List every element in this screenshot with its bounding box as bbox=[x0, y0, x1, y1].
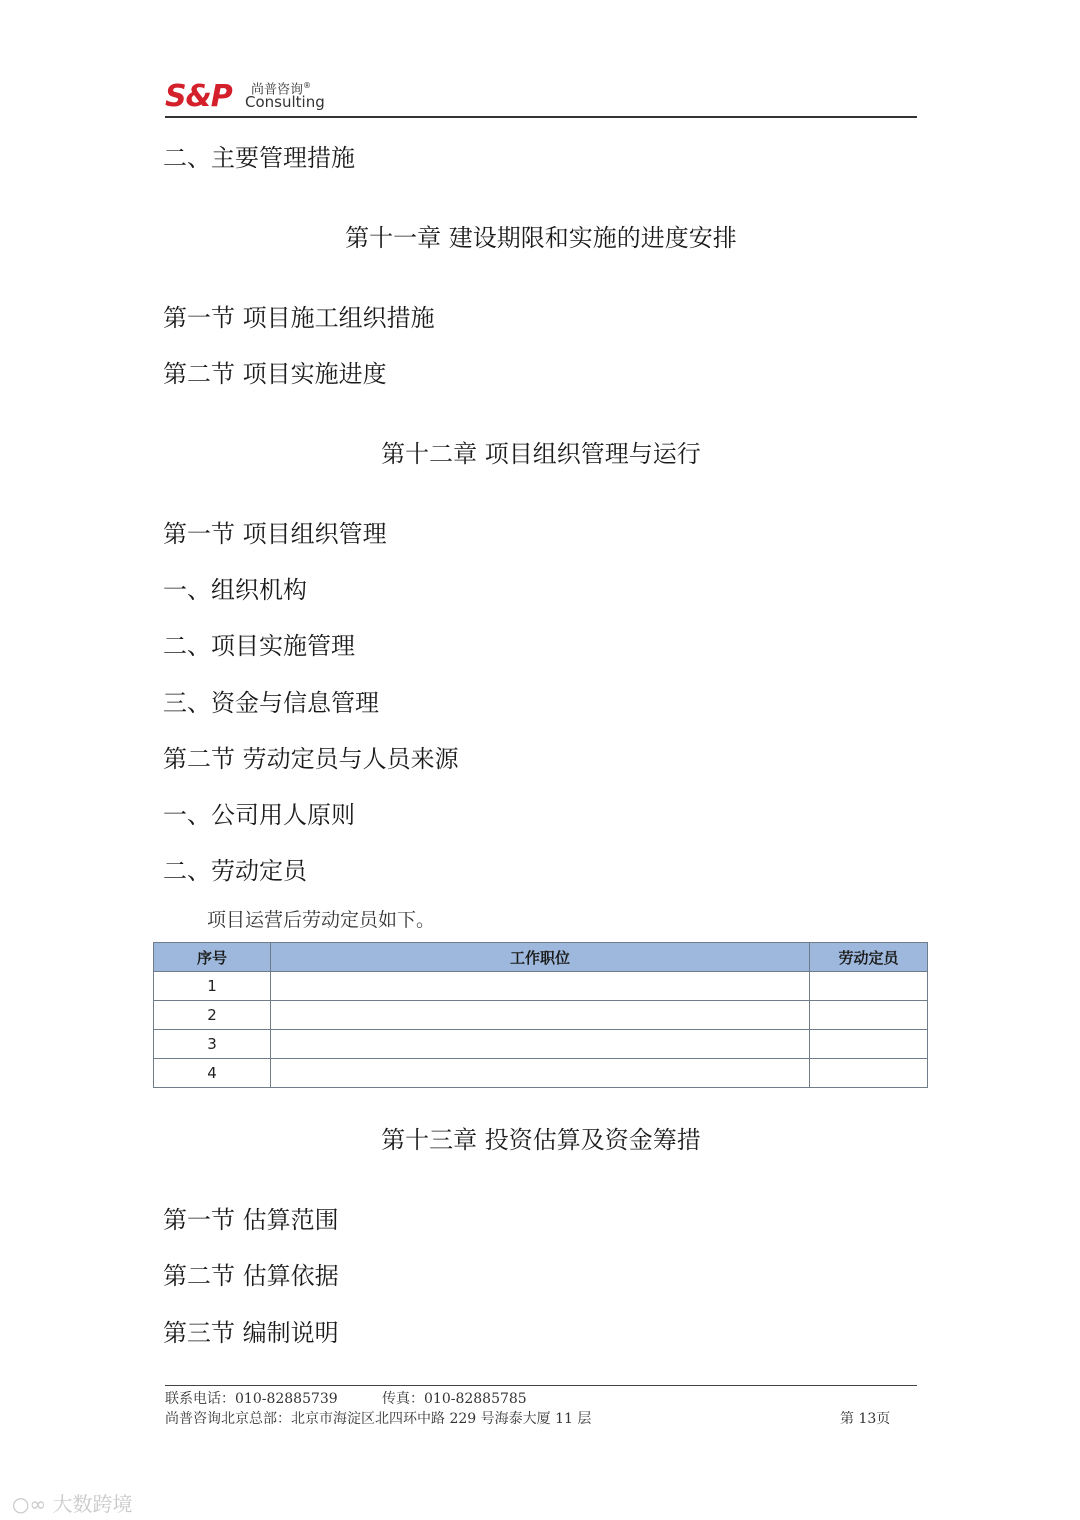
column-header-position: 工作职位 bbox=[271, 943, 810, 972]
table-cell bbox=[271, 1030, 810, 1059]
table-cell bbox=[271, 1059, 810, 1088]
table-cell: 2 bbox=[154, 1001, 271, 1030]
table-cell bbox=[810, 1030, 928, 1059]
footer-fax: 传真：010-82885785 bbox=[382, 1391, 527, 1407]
table-row bbox=[154, 1059, 928, 1088]
footer-divider bbox=[165, 1385, 917, 1386]
table-cell: 3 bbox=[154, 1030, 271, 1059]
header-divider bbox=[165, 116, 917, 118]
staffing-note: 项目运营后劳动定员如下。 bbox=[207, 909, 436, 931]
outline-item: 二、主要管理措施 bbox=[163, 144, 355, 172]
section-heading: 第一节 项目施工组织措施 bbox=[163, 304, 435, 332]
table-cell: 4 bbox=[154, 1059, 271, 1088]
chapter-heading: 第十一章 建设期限和实施的进度安排 bbox=[345, 224, 737, 252]
table-row bbox=[154, 972, 928, 1001]
table-cell: 1 bbox=[154, 972, 271, 1001]
table-cell bbox=[810, 1001, 928, 1030]
outline-item: 二、劳动定员 bbox=[163, 857, 307, 885]
logo-mark: S&P bbox=[165, 79, 232, 114]
table-cell bbox=[271, 1001, 810, 1030]
table-cell bbox=[810, 1059, 928, 1088]
staffing-table bbox=[153, 942, 928, 1088]
section-heading: 第二节 劳动定员与人员来源 bbox=[163, 745, 459, 773]
chapter-heading: 第十二章 项目组织管理与运行 bbox=[381, 440, 701, 468]
section-heading: 第二节 估算依据 bbox=[163, 1262, 339, 1290]
column-header-index: 序号 bbox=[154, 943, 271, 972]
watermark bbox=[12, 1488, 132, 1517]
footer-address: 尚普咨询北京总部：北京市海淀区北四环中路 229 号海泰大厦 11 层 bbox=[165, 1411, 592, 1427]
outline-item: 三、资金与信息管理 bbox=[163, 689, 379, 717]
logo-chinese-name: 尚普咨询® bbox=[251, 81, 312, 98]
chapter-heading: 第十三章 投资估算及资金筹措 bbox=[381, 1126, 701, 1154]
column-header-staffing: 劳动定员 bbox=[810, 943, 928, 972]
outline-item: 二、项目实施管理 bbox=[163, 632, 355, 660]
section-heading: 第二节 项目实施进度 bbox=[163, 360, 387, 388]
table-header-row bbox=[154, 943, 928, 972]
watermark-text: 大数跨境 bbox=[52, 1492, 133, 1516]
footer-phone: 联系电话：010-82885739 bbox=[165, 1391, 338, 1407]
table-row bbox=[154, 1030, 928, 1059]
section-heading: 第一节 估算范围 bbox=[163, 1206, 339, 1234]
watermark-logo-icon: ○∞ bbox=[12, 1492, 47, 1516]
table-row bbox=[154, 1001, 928, 1030]
table-cell bbox=[271, 972, 810, 1001]
outline-item: 一、公司用人原则 bbox=[163, 801, 355, 829]
outline-item: 一、组织机构 bbox=[163, 576, 307, 604]
table-cell bbox=[810, 972, 928, 1001]
section-heading: 第一节 项目组织管理 bbox=[163, 520, 387, 548]
page-number: 第 13页 bbox=[840, 1411, 891, 1427]
company-logo bbox=[165, 78, 335, 118]
logo-english-name: Consulting bbox=[245, 93, 325, 111]
section-heading: 第三节 编制说明 bbox=[163, 1319, 339, 1347]
